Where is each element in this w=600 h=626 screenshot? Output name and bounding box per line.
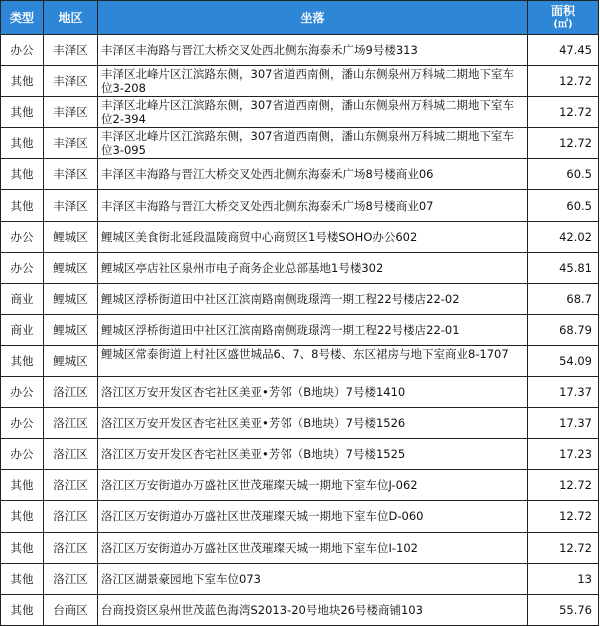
- cell-address: 洛江区万安街道办万盛社区世茂璀璨天城一期地下室车位J-062: [98, 470, 528, 501]
- header-area-label: 面积: [550, 3, 575, 18]
- header-district: 地区: [44, 1, 98, 35]
- table-row: [1, 314, 599, 345]
- cell-district: 洛江区: [44, 532, 98, 563]
- cell-address: 鲤城区浮桥街道田中社区江滨南路南侧珑璟湾一期工程22号楼店22-01: [98, 314, 528, 345]
- cell-type: 其他: [1, 97, 44, 128]
- cell-type: 其他: [1, 159, 44, 190]
- table-row: [1, 66, 599, 97]
- cell-district: 洛江区: [44, 439, 98, 470]
- table-row: [1, 345, 599, 376]
- cell-address: 洛江区万安开发区杏宅社区美亚•芳邻（B地块）7号楼1410: [98, 377, 528, 408]
- cell-address: 洛江区万安街道办万盛社区世茂璀璨天城一期地下室车位I-102: [98, 532, 528, 563]
- cell-area: 45.81: [528, 252, 599, 283]
- cell-address: 鲤城区美食街北延段温陵商贸中心商贸区1号楼SOHO办公602: [98, 221, 528, 252]
- cell-type: 其他: [1, 501, 44, 532]
- cell-area: 55.76: [528, 594, 599, 625]
- cell-address: 丰泽区丰海路与晋江大桥交叉处西北侧东海泰禾广场9号楼313: [98, 35, 528, 66]
- cell-district: 洛江区: [44, 377, 98, 408]
- cell-district: 鲤城区: [44, 345, 98, 376]
- table-row: [1, 159, 599, 190]
- cell-area: 60.5: [528, 190, 599, 221]
- cell-type: 其他: [1, 66, 44, 97]
- table-row: [1, 35, 599, 66]
- cell-type: 办公: [1, 439, 44, 470]
- cell-address: 丰泽区北峰片区江滨路东侧，307省道西南侧，潘山东侧泉州万科城二期地下室车位3-095: [98, 128, 528, 159]
- cell-district: 鲤城区: [44, 221, 98, 252]
- cell-district: 丰泽区: [44, 159, 98, 190]
- cell-type: 其他: [1, 594, 44, 625]
- cell-area: 12.72: [528, 66, 599, 97]
- cell-area: 17.37: [528, 377, 599, 408]
- header-area-unit: (㎡): [553, 18, 573, 30]
- table-row: [1, 97, 599, 128]
- cell-type: 办公: [1, 221, 44, 252]
- cell-district: 丰泽区: [44, 66, 98, 97]
- cell-district: 台商区: [44, 594, 98, 625]
- cell-type: 商业: [1, 283, 44, 314]
- cell-address: 丰泽区丰海路与晋江大桥交叉处西北侧东海泰禾广场8号楼商业07: [98, 190, 528, 221]
- cell-area: 12.72: [528, 128, 599, 159]
- cell-type: 办公: [1, 252, 44, 283]
- cell-area: 12.72: [528, 97, 599, 128]
- cell-type: 其他: [1, 190, 44, 221]
- cell-type: 办公: [1, 377, 44, 408]
- cell-district: 丰泽区: [44, 128, 98, 159]
- cell-type: 商业: [1, 314, 44, 345]
- cell-area: 12.72: [528, 501, 599, 532]
- cell-type: 其他: [1, 532, 44, 563]
- cell-district: 鲤城区: [44, 283, 98, 314]
- cell-area: 42.02: [528, 221, 599, 252]
- cell-address: 丰泽区北峰片区江滨路东侧，307省道西南侧，潘山东侧泉州万科城二期地下室车位2-394: [98, 97, 528, 128]
- cell-type: 办公: [1, 408, 44, 439]
- table-row: [1, 408, 599, 439]
- cell-district: 鲤城区: [44, 314, 98, 345]
- cell-district: 洛江区: [44, 470, 98, 501]
- table-row: [1, 283, 599, 314]
- cell-area: 12.72: [528, 470, 599, 501]
- table-row: [1, 252, 599, 283]
- cell-address: 洛江区湖景豪园地下室车位073: [98, 563, 528, 594]
- cell-district: 鲤城区: [44, 252, 98, 283]
- cell-type: 其他: [1, 345, 44, 376]
- cell-area: 68.7: [528, 283, 599, 314]
- cell-area: 68.79: [528, 314, 599, 345]
- cell-address: 洛江区万安开发区杏宅社区美亚•芳邻（B地块）7号楼1526: [98, 408, 528, 439]
- cell-address: 洛江区万安街道办万盛社区世茂璀璨天城一期地下室车位D-060: [98, 501, 528, 532]
- cell-address: 丰泽区丰海路与晋江大桥交叉处西北侧东海泰禾广场8号楼商业06: [98, 159, 528, 190]
- table-row: [1, 532, 599, 563]
- cell-type: 其他: [1, 470, 44, 501]
- table-row: [1, 377, 599, 408]
- table-row: [1, 221, 599, 252]
- cell-district: 丰泽区: [44, 97, 98, 128]
- cell-type: 其他: [1, 563, 44, 594]
- cell-type: 其他: [1, 128, 44, 159]
- header-row: [1, 1, 599, 35]
- table-row: [1, 563, 599, 594]
- cell-address: 鲤城区常泰街道上村社区盛世城品6、7、8号楼、东区裙房与地下室商业8-1707: [98, 345, 528, 376]
- table-row: [1, 190, 599, 221]
- cell-area: 60.5: [528, 159, 599, 190]
- cell-area: 13: [528, 563, 599, 594]
- cell-district: 洛江区: [44, 408, 98, 439]
- cell-area: 47.45: [528, 35, 599, 66]
- cell-district: 丰泽区: [44, 35, 98, 66]
- table-row: [1, 470, 599, 501]
- table-row: [1, 439, 599, 470]
- cell-district: 洛江区: [44, 563, 98, 594]
- cell-area: 54.09: [528, 345, 599, 376]
- cell-area: 12.72: [528, 532, 599, 563]
- cell-district: 丰泽区: [44, 190, 98, 221]
- cell-area: 17.37: [528, 408, 599, 439]
- table-row: [1, 128, 599, 159]
- header-type: 类型: [1, 1, 44, 35]
- header-area: [528, 1, 599, 35]
- cell-address: 丰泽区北峰片区江滨路东侧，307省道西南侧，潘山东侧泉州万科城二期地下室车位3-208: [98, 66, 528, 97]
- header-address: 坐落: [98, 1, 528, 35]
- cell-address: 洛江区万安开发区杏宅社区美亚•芳邻（B地块）7号楼1525: [98, 439, 528, 470]
- cell-district: 洛江区: [44, 501, 98, 532]
- table-row: [1, 594, 599, 625]
- cell-address: 台商投资区泉州世茂蓝色海湾S2013-20号地块26号楼商铺103: [98, 594, 528, 625]
- cell-type: 办公: [1, 35, 44, 66]
- table-row: [1, 501, 599, 532]
- cell-area: 17.23: [528, 439, 599, 470]
- cell-address: 鲤城区浮桥街道田中社区江滨南路南侧珑璟湾一期工程22号楼店22-02: [98, 283, 528, 314]
- cell-address: 鲤城区亭店社区泉州市电子商务企业总部基地1号楼302: [98, 252, 528, 283]
